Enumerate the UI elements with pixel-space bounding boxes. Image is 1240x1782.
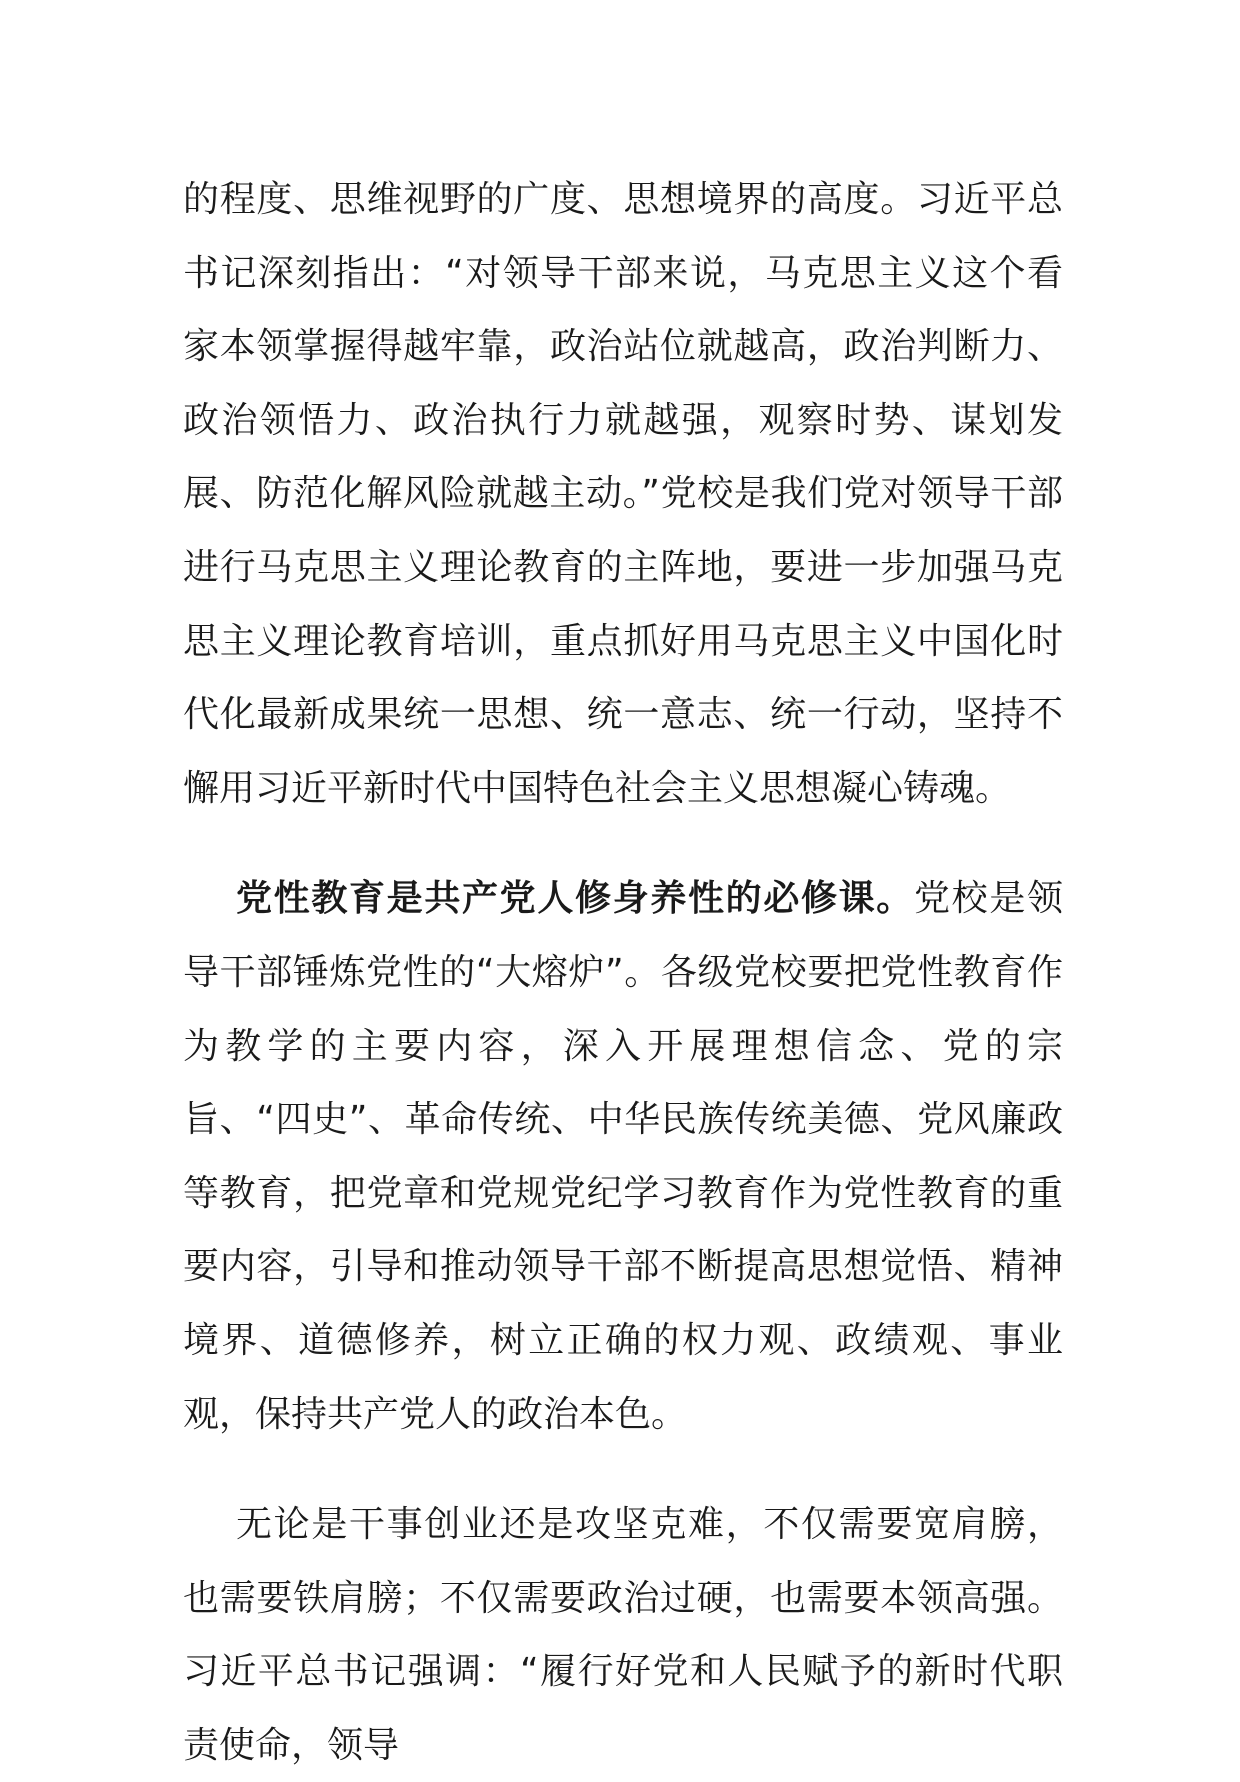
document-body: [183, 163, 1063, 1782]
paragraph-text: 无论是干事创业还是攻坚克难，不仅需要宽肩膀，也需要铁肩膀；不仅需要政治过硬，也需要本领高强。习近平总书记强调：“履行好党和人民赋予的新时代职责使命，领导: [183, 1504, 1063, 1766]
paragraph-continuation: [183, 163, 1063, 825]
paragraph-text: 的程度、思维视野的广度、思想境界的高度。习近平总书记深刻指出：“对领导干部来说，马克思主义这个看家本领掌握得越牢靠，政治站位就越高，政治判断力、政治领悟力、政治执行力就越强，观察时势、谋划发展、防范化解风险就越主动。”党校是我们党对领导干部进行马克思主义理论教育的主阵地，要进一步加强马克思主义理论教育培训，重点抓好用马克思主义中国化时代化最新成果统一思想、统一意志、统一行动，坚持不懈用习近平新时代中国特色社会主义思想凝心铸魂。: [183, 179, 1063, 809]
paragraph-text: 党校是领导干部锤炼党性的“大熔炉”。各级党校要把党性教育作为教学的主要内容，深入开展理想信念、党的宗旨、“四史”、革命传统、中华民族传统美德、党风廉政等教育，把党章和党规党纪学习教育作为党性教育的重要内容，引导和推动领导干部不断提高思想觉悟、精神境界、道德修养，树立正确的权力观、政绩观、事业观，保持共产党人的政治本色。: [183, 878, 1063, 1435]
paragraph-party-spirit-education: [183, 862, 1063, 1451]
paragraph-bold-lead: 党性教育是共产党人修身养性的必修课。: [236, 878, 914, 920]
paragraph-ability: [183, 1488, 1063, 1782]
